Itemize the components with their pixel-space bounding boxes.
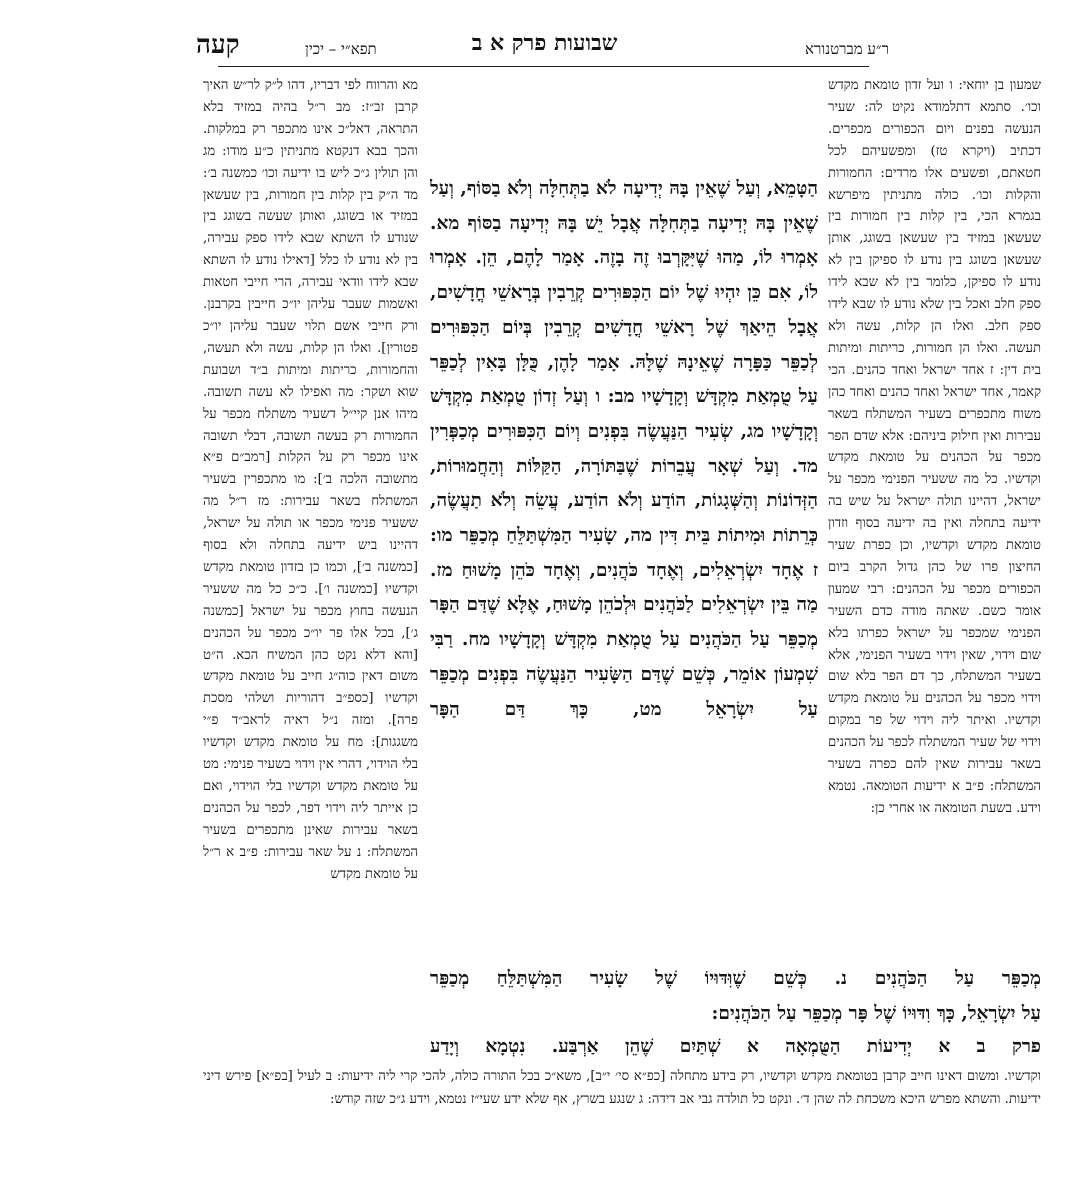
page-header (196, 30, 889, 66)
bottom-commentary (203, 1066, 1041, 1138)
mishnah-wide-line-1: מְכַפֵּר עַל הַכֹּהֲנִים נ. כְּשֵׁם שֶׁוִּדּוּיוֹ שֶׁל שָׂעִיר הַמִּשְׁתַּלֵּחַ מְכַפֵּר (430, 968, 1041, 989)
left-commentary-column (203, 75, 418, 1033)
left-commentary-text: מא והרווח לפי דבריו, דהו ל״ק לר״ש האיך קרבן זב״ז: מב ר״ל בהיה במזיד בלא התראה, דאל״כ אינו מתכפר רק במלקות. והכך בבא דנקטא מתניתין כ״ע מודו: מג והן תולין ג״כ ליש בו ידיעה וכו׳ כמשנה ב׳: מד ה״ק בין קלות בין חמורות, בין שעשאן במזיד או בשוגג, ואותן שעשה בשוגג בין שנודע לו השתא שבא לידו ספק עבירה, בין לא נודע לו כלל [דאילו נודע לו השתא שבא לידו וודאי עבירה, הרי חייבי חטאות ואשמות שעבר עליהן יו״כ חייבין בקרבנן. ורק חייבי אשם תלוי שעבר עליהן יו״כ פטורין]. ואלו הן קלות, עשה ולא תעשה, והחמורות, כריתות ומיתות ב״ד ושבועת שוא ושקר: מה ואפילו לא עשה תשובה. מיהו אנן קיי״ל דשעיר משתלח מכפר על החמורות רק בעשה תשובה, דבלי תשובה אינו מכפר רק על הקלות [רמב״ם פ״א מתשובה הלכה ב׳]: מו מתכפרין בשעיר המשתלח בשאר עבירות: מז ר״ל מה ששעיר פנימי מכפר או תולה על ישראל, דהיינו ביש ידיעה בתחלה ולא בסוף [כמשנה ב׳], וכמו כן בזדון טומאת מקדש וקדשיו [כמשנה ו׳]. כ״כ כל מה ששעיר הנעשה בחוץ מכפר על ישראל [כמשנה ג׳], בכל אלו פר יו״כ מכפר על הכהנים [והא דלא נקט כהן המשיח הכא. ה״ט משום דאין כוה״ג חייב על טומאת מקדש וקדשיו [כספ״ב דהוריות ושלהי מסכת פרה]. ומזה נ״ל ראיה לראב״ד פ״י משגגות]: מח על טומאת מקדש וקדשיו בלי הוידוי, דהרי אין וידוי בשעיר פנימי: מט על טומאת מקדש וקדשיו בלי הוידוי, ואם כן אייתר ליה וידוי דפר, לכפר על הכהנים בשאר עבירות שאינן מתכפרים בשעיר המשתלח: נ על שאר עבירות: פ״ב א ר״ל על טומאת מקדש (203, 78, 418, 882)
header-rule (218, 66, 869, 67)
right-commentary-text: שמעון בן יוחאי: ו ועל זדון טומאת מקדש וכו׳. סתמא דתלמודא נקיט לה: שעיר הנעשה בפנים ויום הכפורים מכפרים. דכתיב (ויקרא טז) ומפשעיהם לכל חטאתם, ופשעים אלו מרדים: החמורות והקלות וכו׳. כולה מתניתין מיפרשא בגמרא הכי, בין קלות בין חמורות בין שעשאן במזיד בין שעשאן בשוגג, אותן שעשאן בשוגג בין נודע לו ספיקן בין לא נודע לו ספיקן, כלומר בין לא שבא לידו ספק חלב ואכל בין שלא נודע לו שבא לידו ספק חלב. ואלו הן קלות, עשה ולא תעשה. ואלו הן חמורות, כריתות ומיתות בית דין: ז אחד ישראל ואחד כהנים. הכי קאמר, אחד ישראל ואחד כהנים ואחד כהן משוח מתכפרים בשעיר המשתלח בשאר עבירות ואין חילוק ביניהם: אלא שדם הפר מכפר על הכהנים על טומאת מקדש וקדשיו. כל מה ששעיר הפנימי מכפר על ישראל, דהיינו תולה ישראל על שיש בה ידיעה בתחלה ואין בה ידיעה בסוף וזדון טומאת מקדש וקדשיו, וכן כפרת שעיר החיצון פרו של כהן גדול הקרב ביום הכפורים מכפר על הכהנים: רבי שמעון אומר כשם. שאתה מודה כדם השעיר הפנימי שמכפר על ישראל כפרתו בלא שום וידוי, שאין וידוי בשעיר הפנימי, אלא בשעיר המשתלח, כך דם הפר בלא שום וידוי מכפר על הכהנים על טומאת מקדש וקדשיו. ואיתר ליה וידוי של פר במקום וידוי של שעיר המשתלח לכפר על הכהנים בשאר עבירות שאין להם כפרה בשעיר המשתלח: פ״ב א ידיעות הטומאה. נטמא וידע. בשעת הטומאה או אחרי כן: (828, 78, 1041, 816)
header-commentator: ר״ע מברטנורא (805, 40, 889, 58)
mishnah-text: הַטָּמֵא, וְעַל שֶׁאֵין בָּהּ יְדִיעָה לֹא בַתְּחִלָּה וְלֹא בַסּוֹף, וְעַל שֶׁאֵין בָּהּ יְדִיעָה בַתְּחִלָּה אֲבָל יֵשׁ בָּהּ יְדִיעָה בַסּוֹף מא. אָמְרוּ לוֹ, מַהוּ שֶׁיִּקָּרְבוּ זֶה בָזֶה. אָמַר לָהֶם, הֵן. אָמְרוּ לוֹ, אִם כֵּן יִהְיוּ שֶׁל יוֹם הַכִּפּוּרִים קְרֵבִין בְּרָאשֵׁי חֳדָשִׁים, אֲבָל הֵיאַךְ שֶׁל רָאשֵׁי חֳדָשִׁים קְרֵבִין בְּיוֹם הַכִּפּוּרִים לְכַפֵּר כַּפָּרָה שֶׁאֵינָהּ שֶׁלָּהּ. אָמַר לָהֶן, כֻּלָּן בָּאִין לְכַפֵּר עַל טֻמְאַת מִקְדָּשׁ וְקָדָשָׁיו מב: ו וְעַל זְדוֹן טֻמְאַת מִקְדָּשׁ וְקָדָשָׁיו מג, שְׂעִיר הַנַּעֲשֶׂה בִּפְנִים וְיוֹם הַכִּפּוּרִים מְכַפְּרִין מד. וְעַל שְׁאָר עֲבֵרוֹת שֶׁבַּתּוֹרָה, הַקַּלּוֹת וְהַחֲמוּרוֹת, הַזְּדוֹנוֹת וְהַשְּׁגָגוֹת, הוֹדַע וְלֹא הוֹדַע, עֲשֵׂה וְלֹא תַעֲשֶׂה, כְּרֵתוֹת וּמִיתוֹת בֵּית דִּין מה, שָׂעִיר הַמִּשְׁתַּלֵּחַ מְכַפֵּר מו: ז אֶחָד יִשְׂרְאֵלִים, וְאֶחָד כֹּהֲנִים, וְאֶחָד כֹּהֵן מָשׁוּחַ מז. מַה בֵּין יִשְׂרְאֵלִים לַכֹּהֲנִים וּלְכֹהֵן מָשׁוּחַ, אֶלָּא שֶׁדַּם הַפָּר מְכַפֵּר עַל הַכֹּהֲנִים עַל טֻמְאַת מִקְדָּשׁ וְקָדָשָׁיו מח. רַבִּי שִׁמְעוֹן אוֹמֵר, כְּשֵׁם שֶׁדַּם הַשָּׂעִיר הַנַּעֲשֶׂה בִּפְנִים מְכַפֵּר עַל יִשְׂרָאֵל מט, כָּךְ דַּם הַפָּר (430, 178, 818, 720)
page-number: קעה (196, 30, 240, 60)
bottom-commentary-text: וקדשיו. ומשום דאינו חייב קרבן בטומאת מקדש וקדשיו, רק בידע מתחלה [כפ״א סי׳ י״ב], משא״כ בכל התורה כולה, להכי קרי ליה ידיעות: ב לעיל [בפ״א] פירש דיני ידיעות. והשתא מפרש היכא משכחת לה שהן ד׳. ונקט כל תולדה גבי אב דידה: ג שנגע בשרץ, אף שלא ידע שעי״ז נטמא, וידע ג״כ שזה קודש: (203, 1069, 1041, 1107)
right-commentary-column (828, 75, 1041, 900)
mishnah-column (430, 172, 818, 962)
chapter-two-opening: פרק ב א יְדִיעוֹת הַטֻּמְאָה א שְׁתַּיִם שֶׁהֵן אַרְבַּע. נִטְמָא וְיָדַע (430, 1036, 1041, 1057)
header-tosafot: תפא״י – יכין (305, 40, 377, 58)
mishnah-wide-line-2: עַל יִשְׂרָאֵל, כָּךְ וִדּוּיוֹ שֶׁל פָּר מְכַפֵּר עַל הַכֹּהֲנִים: (711, 1003, 1041, 1024)
header-title: שבועות פרק א ב (471, 30, 618, 56)
